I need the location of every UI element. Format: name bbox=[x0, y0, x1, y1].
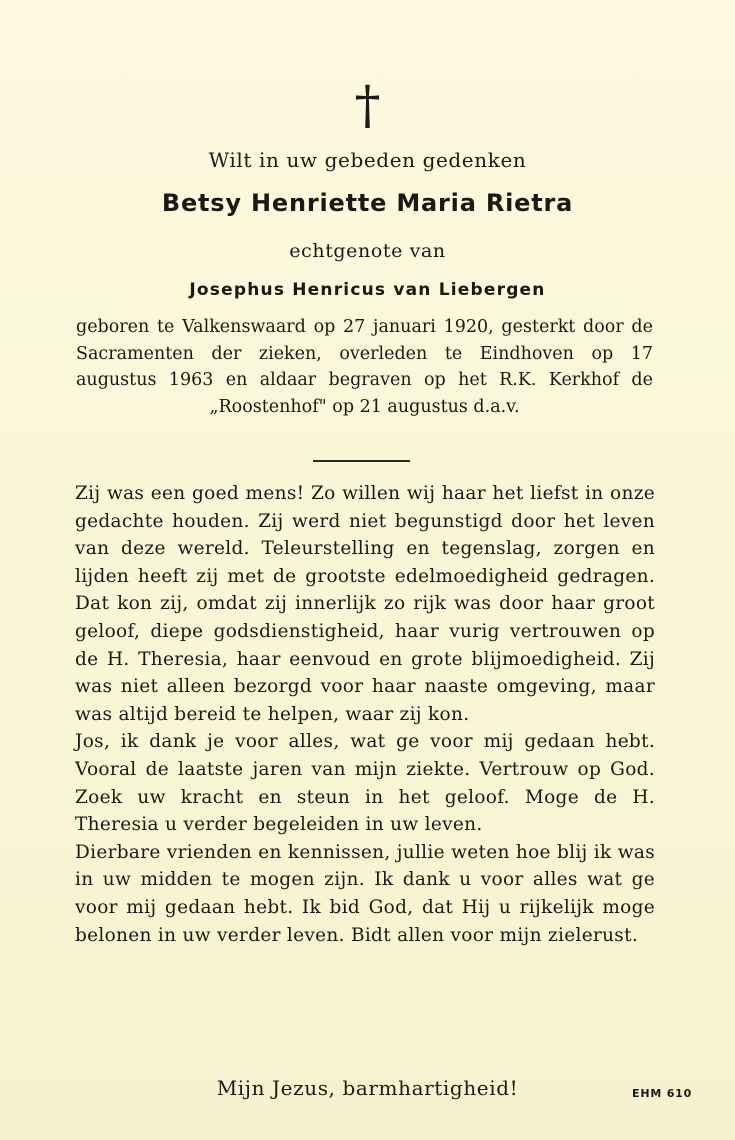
deceased-name: Betsy Henriette Maria Rietra bbox=[161, 189, 574, 217]
paragraph-husband: Jos, ik dank je voor alles, wat ge voor mij gedaan hebt. Vooral de laatste jaren van mijn ziekte. Vertrouw op God. Zoek uw kracht en steun in het geloof. Moge de H. Theresia u verder begeleiden in uw leven. bbox=[75, 731, 655, 836]
spouse-name: Josephus Henricus van Liebergen bbox=[189, 280, 546, 300]
biography: geboren te Valkenswaard op 27 januari 1920, gesterkt door de Sacramenten der zieken, overleden te Eindhoven op 17 augustus 1963 en aldaar begraven op het R.K. Kerkhof de „Roostenhof" op 21 augustus d.a.v. bbox=[76, 317, 653, 417]
paragraph-friends: Dierbare vrienden en kennissen, jullie weten hoe blij ik was in uw midden te mogen zijn. Ik dank u voor alles wat ge voor mij gedaan hebt. Ik bid God, dat Hij u rijkelijk moge belonen in uw verder leven. Bidt allen voor mijn zielerust. bbox=[75, 841, 655, 946]
printer-code: EHM 610 bbox=[632, 1087, 693, 1100]
cross-icon: † bbox=[354, 76, 381, 136]
closing-prayer: Mijn Jezus, barmhartigheid! bbox=[216, 1076, 519, 1100]
spouse-label: echtgenote van bbox=[289, 240, 446, 262]
divider-line bbox=[313, 460, 410, 462]
paragraph-character: Zij was een goed mens! Zo willen wij haar het liefst in onze gedachte houden. Zij werd niet begunstigd door het leven van deze wereld. Teleurstelling en tegenslag, zorgen en lijden heeft zij met de grootste edelmoedigheid gedragen. Dat kon zij, omdat zij innerlijk zo rijk was door haar groot geloof, diepe godsdienstigheid, haar vurig vertrouwen op de H. Theresia, haar eenvoud en grote blijmoedigheid. Zij was niet alleen bezorgd voor haar naaste omgeving, maar was altijd bereid te helpen, waar zij kon. bbox=[75, 483, 655, 725]
memorial-text bbox=[75, 480, 655, 949]
intro-line: Wilt in uw gebeden gedenken bbox=[208, 148, 527, 172]
